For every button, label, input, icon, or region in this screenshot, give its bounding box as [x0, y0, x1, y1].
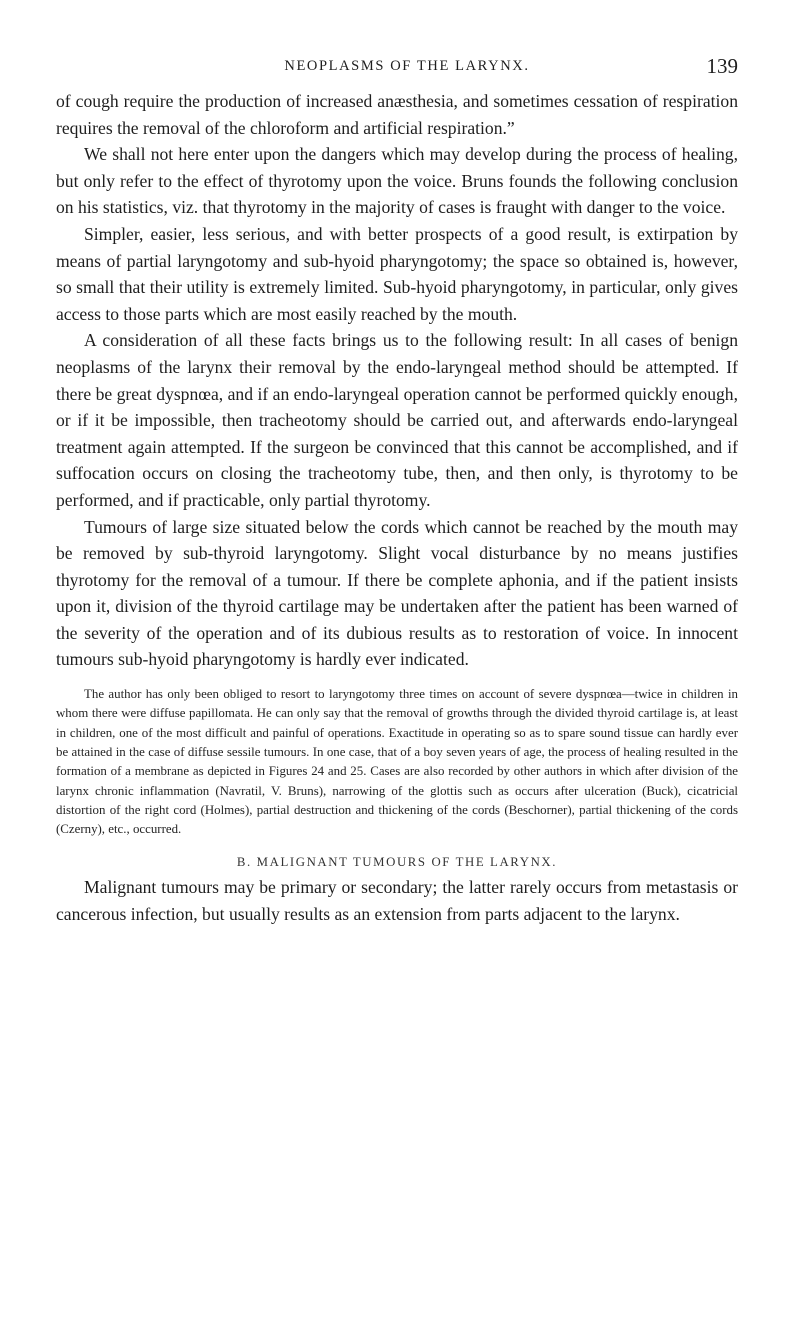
- paragraph-large-tumours: Tumours of large size situated below the cords which cannot be reached by the mouth may be removed by sub-thyroid laryngotomy. Slight vocal disturbance by no means justifies thyrotomy for the removal of a tumour. If there be complete aphonia, and if the patient insists upon it, division of the thyroid cartilage may be undertaken after the patient has been warned of the severity of the operation and of its dubious results as to restoration of voice. In innocent tumours sub-hyoid pharyngotomy is hardly ever indicated.: [56, 516, 738, 670]
- running-head: NEOPLASMS OF THE LARYNX.: [284, 58, 530, 74]
- section-heading: B. MALIGNANT TUMOURS OF THE LARYNX.: [236, 855, 558, 870]
- book-page: [56, 54, 738, 928]
- paragraph-conclusion: A consideration of all these facts brings us to the following result: In all cases of benign neoplasms of the larynx their removal by the endo-laryngeal method should be attempted. If there be great dyspnœa, and if an endo-laryngeal operation cannot be performed quickly enough, or if it be impossible, then tracheotomy should be carried out, and afterwards endo-laryngeal treatment again attempted. If the surgeon be convinced that this cannot be accomplished, and if suffocation occurs on closing the tracheotomy tube, then, and then only, is thyrotomy to be performed, and if practicable, only partial thyrotomy.: [56, 330, 738, 510]
- author-note: The author has only been obliged to resort to laryngotomy three times on account of severe dyspnœa—twice in children in whom there were diffuse papillomata. He can only say that the removal of growths through the divided thyroid cartilage is, at least in children, one of the most difficult and painful of operations. Exactitude in operating so as to spare sound tissue can hardly ever be attained in the case of diffuse sessile tumours. In one case, that of a boy seven years of age, the process of healing resulted in the formation of a membrane as depicted in Figures 24 and 25. Cases are also recorded by other authors in which after division of the larynx chronic inflammation (Navratil, V. Bruns), narrowing of the glottis such as occurs after ulceration (Buck), cicatricial distortion of the right cord (Holmes), partial destruction and thickening of the cords (Beschorner), partial thickening of the cords (Czerny), etc., occurred.: [56, 687, 738, 837]
- paragraph-partial-laryngotomy: Simpler, easier, less serious, and with better prospects of a good result, is extirpation by means of partial laryngotomy and sub-hyoid pharyngotomy; the space so obtained is, however, so small that their utility is extremely limited. Sub-hyoid pharyngotomy, in particular, only gives access to those parts which are most easily reached by the mouth.: [56, 223, 738, 324]
- body-text: [56, 88, 738, 673]
- section-body: [56, 874, 738, 927]
- page-number: 139: [706, 54, 738, 78]
- paragraph-malignant-tumours: Malignant tumours may be primary or secondary; the latter rarely occurs from metastasis or cancerous infection, but usually results as an extension from parts adjacent to the larynx.: [56, 877, 738, 925]
- paragraph-continuation: of cough require the production of increased anæsthesia, and sometimes cessation of respiration requires the removal of the chloroform and artificial respiration.”: [56, 91, 738, 138]
- paragraph-thyrotomy-voice: We shall not here enter upon the dangers which may develop during the process of healing, but only refer to the effect of thyrotomy upon the voice. Bruns founds the following conclusion on his statistics, viz. that thyrotomy in the majority of cases is fraught with danger to the voice.: [56, 144, 738, 218]
- page-header: [56, 54, 738, 88]
